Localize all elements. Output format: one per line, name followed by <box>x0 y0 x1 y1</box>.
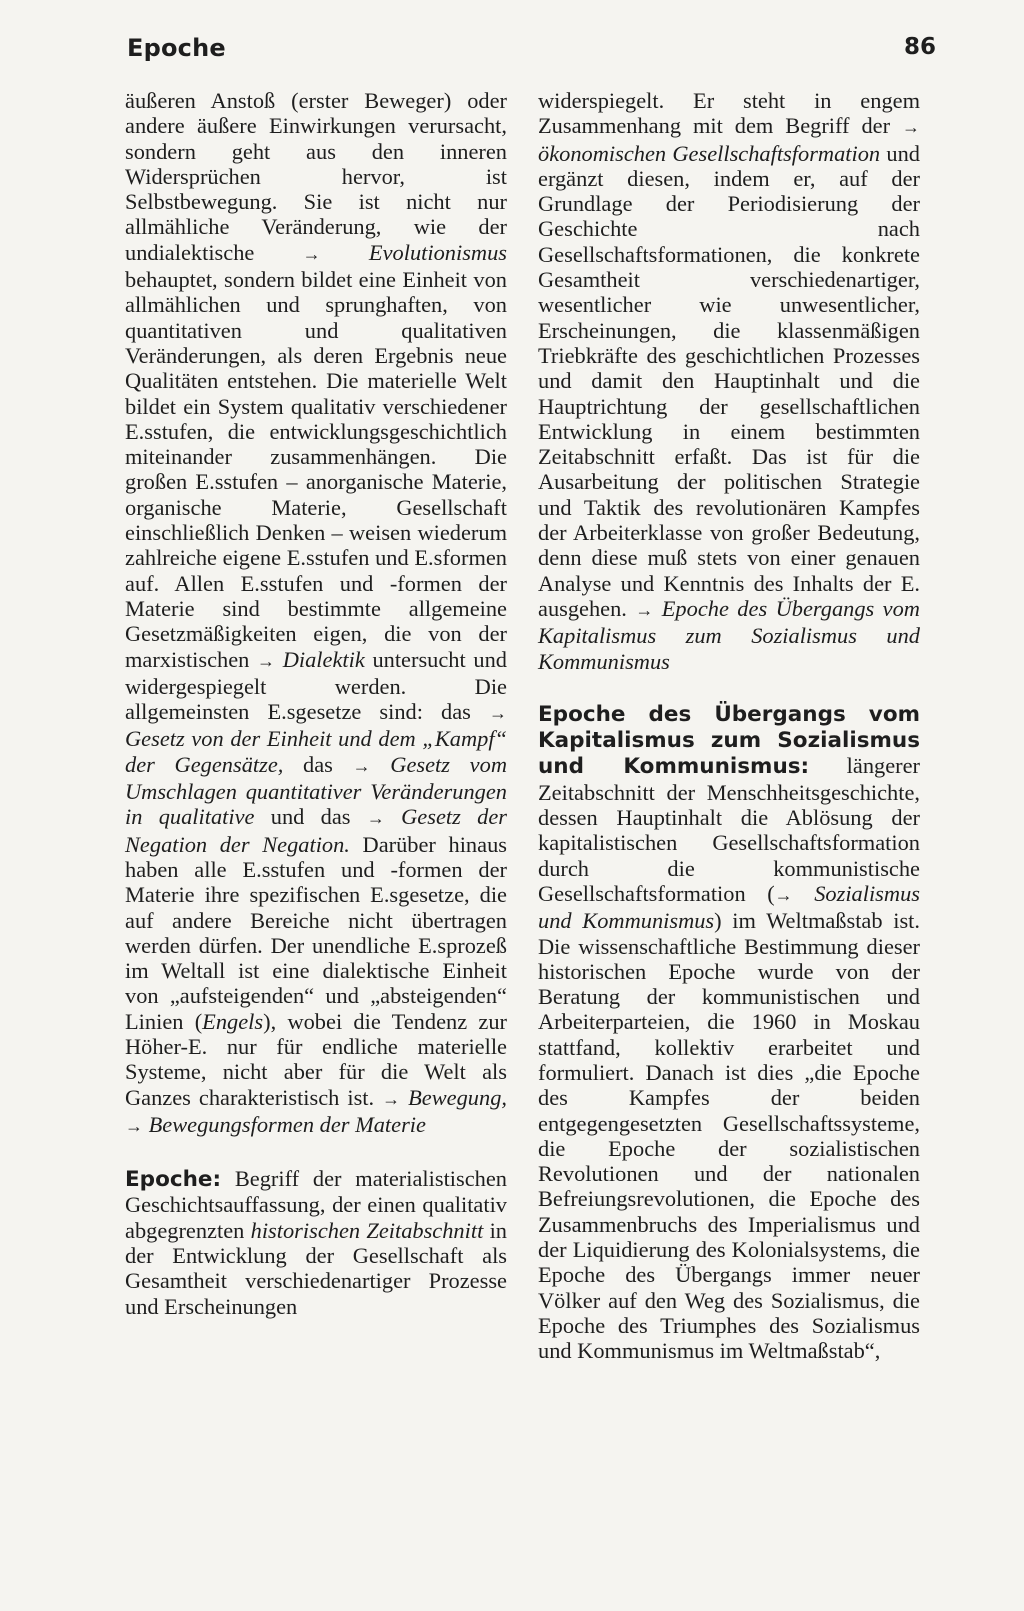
author-reference: Engels <box>202 1008 264 1034</box>
page-number: 86 <box>903 34 936 60</box>
cross-reference-link[interactable]: Gesetz vom Umschlagen quantitativer Veränderungen in qualitative <box>125 751 507 830</box>
cross-reference-link[interactable]: Evolutionismus <box>368 239 507 265</box>
cross-reference-arrow-icon: → <box>125 1115 143 1136</box>
cross-reference-arrow-icon: → <box>302 243 321 264</box>
entry-headword: Epoche des Übergangs vom Kapitalismus zum Sozialismus und Kommunismus: <box>538 701 920 780</box>
entry-headword: Epoche: <box>125 1167 222 1193</box>
cross-reference-arrow-icon: → <box>635 599 654 620</box>
right-column <box>538 88 920 1364</box>
cross-reference-link[interactable]: Dialektik <box>282 646 365 672</box>
emphasized-term: historischen Zeitabschnitt <box>250 1217 484 1243</box>
cross-reference-link[interactable]: Gesetz von der Einheit und dem „Kampf“ der Gegensätze, <box>125 726 507 777</box>
cross-reference-arrow-icon: → <box>774 884 793 905</box>
cross-reference-link[interactable]: Bewegungsformen der Materie <box>148 1111 426 1137</box>
cross-reference-link[interactable]: Gesetz der Negation der Negation. <box>125 804 507 857</box>
cross-reference-link[interactable]: Sozialismus und Kommunismus <box>538 880 920 934</box>
left-column <box>125 88 507 1319</box>
entry-continuation-paragraph: äußeren Anstoß (erster Beweger) oder andere äußere Einwirkungen verursacht, sondern geht aus den inneren Widersprüchen hervor, ist Selbstbewegung. Sie ist nicht nur allmähliche Veränderung, wie der undialektische → Evolutionismus behauptet, sondern bildet eine Einheit von allmählichen und sprunghaften, von quantitativen und qualitativen Veränderungen, als deren Ergebnis neue Qualitäten entstehen. Die materielle Welt bildet ein System qualitativ verschiedener E.sstufen, die entwicklungsgeschichtlich miteinander zusammenhängen. Die großen E.sstufen – anorganische Materie, organische Materie, Gesellschaft einschließlich Denken – weisen wiederum zahlreiche eigene E.sstufen und E.sformen auf. Allen E.sstufen und -formen der Materie sind bestimmte allgemeine Gesetzmäßigkeiten eigen, die von der marxistischen → Dialektik untersucht und widergespiegelt werden. Die allgemeinsten E.sgesetze sind: das → Gesetz von der Einheit und dem „Kampf“ der Gegensätze, das → Gesetz vom Umschlagen quantitativer Veränderungen in qualitative und das → Gesetz der Negation der Negation. Darüber hinaus haben alle E.sstufen und -formen der Materie ihre spezifischen E.sgesetze, die auf andere Bereiche nicht übertragen werden dürfen. Der unendliche E.sprozeß im Weltall ist eine dialektische Einheit von „aufsteigenden“ und „absteigenden“ Linien (Engels), wobei die Tendenz zur Höher-E. nur für endliche materielle Systeme, nicht aber für die Welt als Ganzes charakteristisch ist. → Bewegung, → Bewegungsformen der Materie <box>125 88 507 1137</box>
cross-reference-arrow-icon: → <box>902 117 920 138</box>
cross-reference-link[interactable]: Bewegung, <box>408 1084 507 1110</box>
cross-reference-arrow-icon: → <box>366 808 385 829</box>
entry-epoche: Epoche: Begriff der materialistischen Geschichtsauffassung, der einen qualitativ abgegrenzten historischen Zeitabschnitt in der Entwicklung der Gesellschaft als Gesamtheit verschiedenartiger Prozesse und Erscheinungen <box>125 1166 507 1319</box>
entry-epoche-des-uebergangs: Epoche des Übergangs vom Kapitalismus zum Sozialismus und Kommunismus: längerer Zeitabschnitt der Menschheitsgeschichte, dessen Hauptinhalt die Ablösung der kapitalistischen Gesellschaftsformation durch die kommunistische Gesellschaftsformation (→ Sozialismus und Kommunismus) im Weltmaßstab ist. Die wissenschaftliche Bestimmung dieser historischen Epoche wurde von der Beratung der kommunistischen und Arbeiterparteien, die 1960 in Moskau stattfand, kollektiv erarbeitet und formuliert. Danach ist dies „die Epoche des Kampfes der beiden entgegengesetzten Gesellschaftssysteme, die Epoche der sozialistischen Revolutionen und der nationalen Befreiungsrevolutionen, die Epoche des Zusammenbruchs des Imperialismus und der Liquidierung des Kolonialsystems, die Epoche des Übergangs immer neuer Völker auf den Weg des Sozialismus, die Epoche des Triumphes des Sozialismus und Kommunismus im Weltmaßstab“, <box>538 701 921 1364</box>
cross-reference-link[interactable]: ökonomischen Gesellschaftsformation <box>538 140 881 166</box>
entry-epoche-continuation: widerspiegelt. Er steht in engem Zusammenhang mit dem Begriff der → ökonomischen Gesellschaftsformation und ergänzt diesen, indem er, auf der Grundlage der Periodisierung der Geschichte nach Gesellschaftsformationen, die konkrete Gesamtheit verschiedenartiger, wesentlicher wie unwesentlicher, Erscheinungen, die klassenmäßigen Triebkräfte des geschichtlichen Prozesses und damit den Hauptinhalt und die Hauptrichtung der gesellschaftlichen Entwicklung in einem bestimmten Zeitabschnitt erfaßt. Das ist für die Ausarbeitung der politischen Strategie und Taktik des revolutionären Kampfes der Arbeiterklasse von großer Bedeutung, denn diese muß stets von einer genauen Analyse und Kenntnis des Inhalts der E. ausgehen. → Epoche des Übergangs vom Kapitalismus zum Sozialismus und Kommunismus <box>538 88 920 674</box>
running-head: Epoche <box>127 34 226 62</box>
cross-reference-link[interactable]: Epoche des Übergangs vom Kapitalismus zum Sozialismus und Kommunismus <box>538 595 920 674</box>
cross-reference-arrow-icon: → <box>257 650 276 671</box>
cross-reference-arrow-icon: → <box>382 1088 401 1109</box>
cross-reference-arrow-icon: → <box>352 755 371 776</box>
cross-reference-arrow-icon: → <box>489 703 507 724</box>
